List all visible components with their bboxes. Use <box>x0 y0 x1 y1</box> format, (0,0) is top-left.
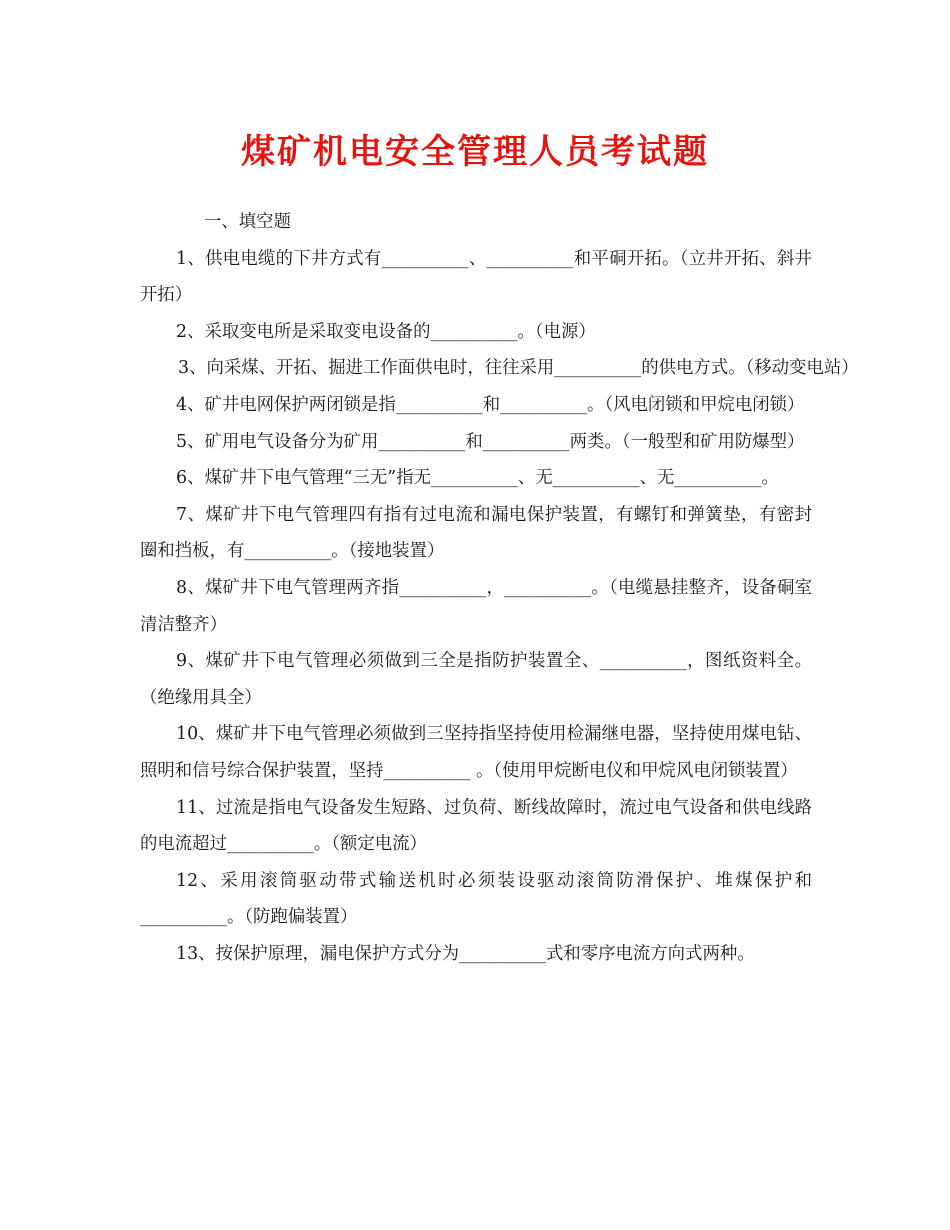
question-13: 13、按保护原理，漏电保护方式分为__________式和零序电流方向式两种。 <box>176 943 755 964</box>
question-4: 4、矿井电网保护两闭锁是指__________和__________。（风电闭锁和甲烷电闭锁） <box>176 394 805 415</box>
section-heading: 一、填空题 <box>204 212 291 232</box>
question-9: 9、煤矿井下电气管理必须做到三全是指防护装置全、__________，图纸资料全。（绝缘用具全） <box>140 651 812 708</box>
question-10: 10、煤矿井下电气管理必须做到三坚持指坚持使用检漏继电器，坚持使用煤电钻、照明和信号综合保护装置，坚持__________ 。（使用甲烷断电仪和甲烷风电闭锁装置） <box>140 724 812 781</box>
question-3: 3、向采煤、开拓、掘进工作面供电时，往往采用__________的供电方式。（移动变电站） <box>178 358 859 379</box>
document-body <box>140 204 859 972</box>
question-2: 2、采取变电所是采取变电设备的__________。（电源） <box>176 321 596 342</box>
question-12: 12、采用滚筒驱动带式输送机时必须装设驱动滚筒防滑保护、堆煤保护和__________。（防跑偏装置） <box>140 870 812 928</box>
question-1: 1、供电电缆的下井方式有__________、__________和平硐开拓。（立井开拓、斜井开拓） <box>140 248 812 306</box>
question-8: 8、煤矿井下电气管理两齐指__________，__________。（电缆悬挂整齐，设备硐室清洁整齐） <box>140 577 812 635</box>
question-6: 6、煤矿井下电气管理“三无”指无__________、无__________、无__________。 <box>176 468 779 489</box>
question-7: 7、煤矿井下电气管理四有指有过电流和漏电保护装置，有螺钉和弹簧垫，有密封圈和挡板，有__________。（接地装置） <box>140 504 812 562</box>
document-title: 煤矿机电安全管理人员考试题 <box>241 132 709 172</box>
question-11: 11、过流是指电气设备发生短路、过负荷、断线故障时，流过电气设备和供电线路的电流超过__________。（额定电流） <box>140 797 812 855</box>
question-5: 5、矿用电气设备分为矿用__________和__________两类。（一般型和矿用防爆型） <box>176 431 805 452</box>
